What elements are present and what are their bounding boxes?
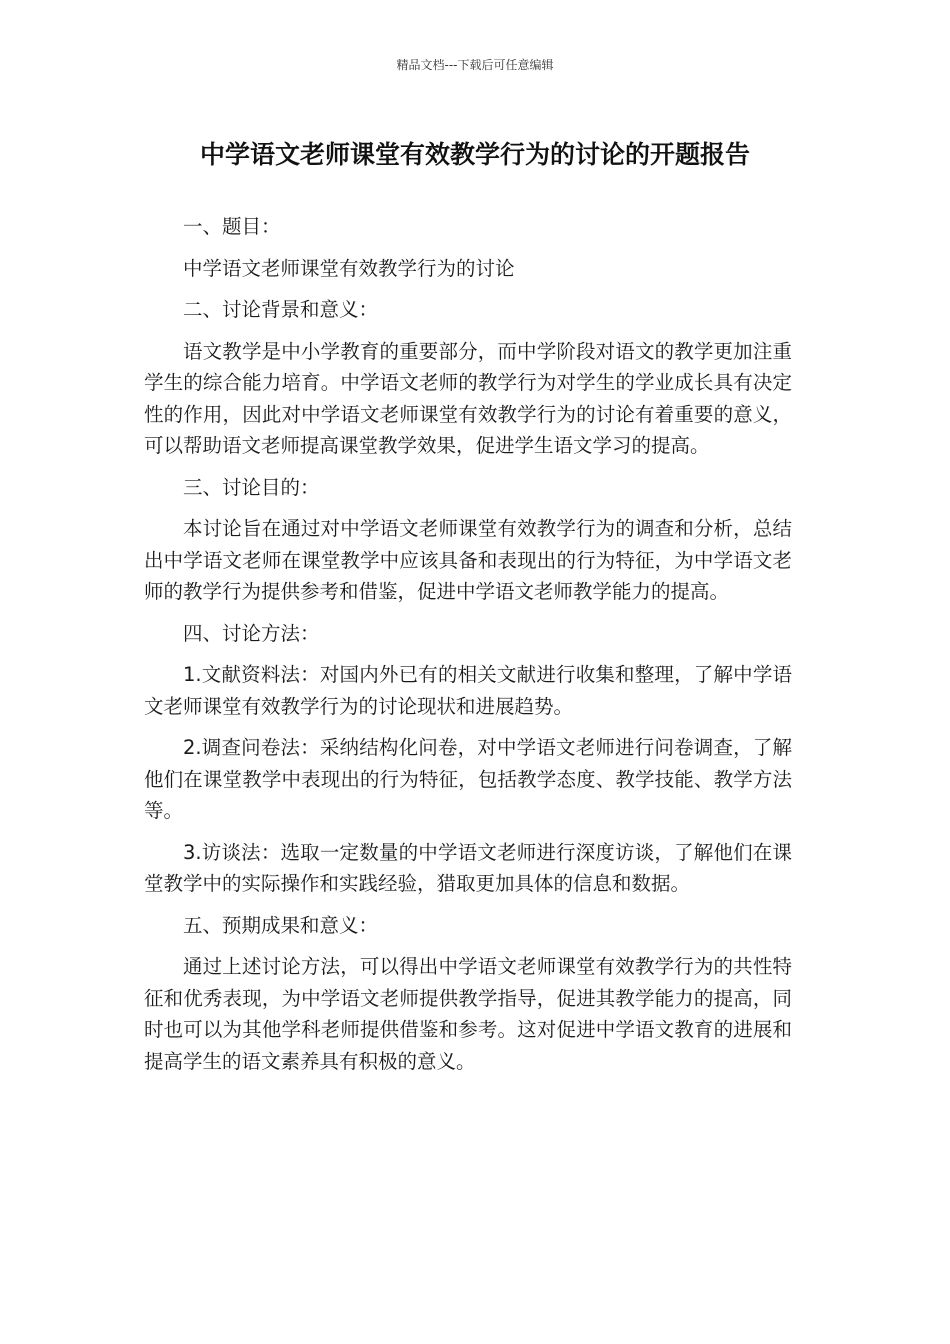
section-heading-background: 二、讨论背景和意义： bbox=[183, 298, 379, 321]
purpose-paragraph: 本讨论旨在通过对中学语文老师课堂有效教学行为的调查和分析，总结出中学语文老师在课堂教学中应该具备和表现出的行为特征，为中学语文老师的教学行为提供参考和借鉴，促进中学语文老师教学能力的提高。 bbox=[144, 517, 792, 603]
outcomes-paragraph: 通过上述讨论方法，可以得出中学语文老师课堂有效教学行为的共性特征和优秀表现，为中学语文老师提供教学指导，促进其教学能力的提高，同时也可以为其他学科老师提供借鉴和参考。这对促进中学语文教育的进展和提高学生的语文素养具有积极的意义。 bbox=[144, 955, 792, 1073]
document-title: 中学语文老师课堂有效教学行为的讨论的开题报告 bbox=[199, 140, 750, 169]
background-paragraph: 语文教学是中小学教育的重要部分，而中学阶段对语文的教学更加注重学生的综合能力培育。中学语文老师的教学行为对学生的学业成长具有决定性的作用，因此对中学语文老师课堂有效教学行为的讨论有着重要的意义，可以帮助语文老师提高课堂教学效果，促进学生语文学习的提高。 bbox=[144, 339, 792, 457]
section-heading-methods: 四、讨论方法： bbox=[183, 621, 320, 645]
section-heading-outcomes: 五、预期成果和意义： bbox=[183, 913, 379, 937]
page-header-note: 精品文档---下载后可任意编辑 bbox=[396, 58, 554, 72]
topic-text: 中学语文老师课堂有效教学行为的讨论 bbox=[183, 256, 515, 280]
section-heading-topic: 一、题目： bbox=[183, 215, 281, 238]
method-questionnaire-paragraph: 2.调查问卷法：采纳结构化问卷，对中学语文老师进行问卷调查，了解他们在课堂教学中表现出的行为特征，包括教学态度、教学技能、教学方法等。 bbox=[144, 736, 792, 822]
method-interview-paragraph: 3.访谈法：选取一定数量的中学语文老师进行深度访谈，了解他们在课堂教学中的实际操作和实践经验，猎取更加具体的信息和数据。 bbox=[144, 840, 792, 895]
document-body bbox=[144, 211, 792, 1087]
section-heading-purpose: 三、讨论目的： bbox=[183, 475, 320, 499]
method-literature-paragraph: 1.文献资料法：对国内外已有的相关文献进行收集和整理，了解中学语文老师课堂有效教学行为的讨论现状和进展趋势。 bbox=[144, 663, 792, 718]
